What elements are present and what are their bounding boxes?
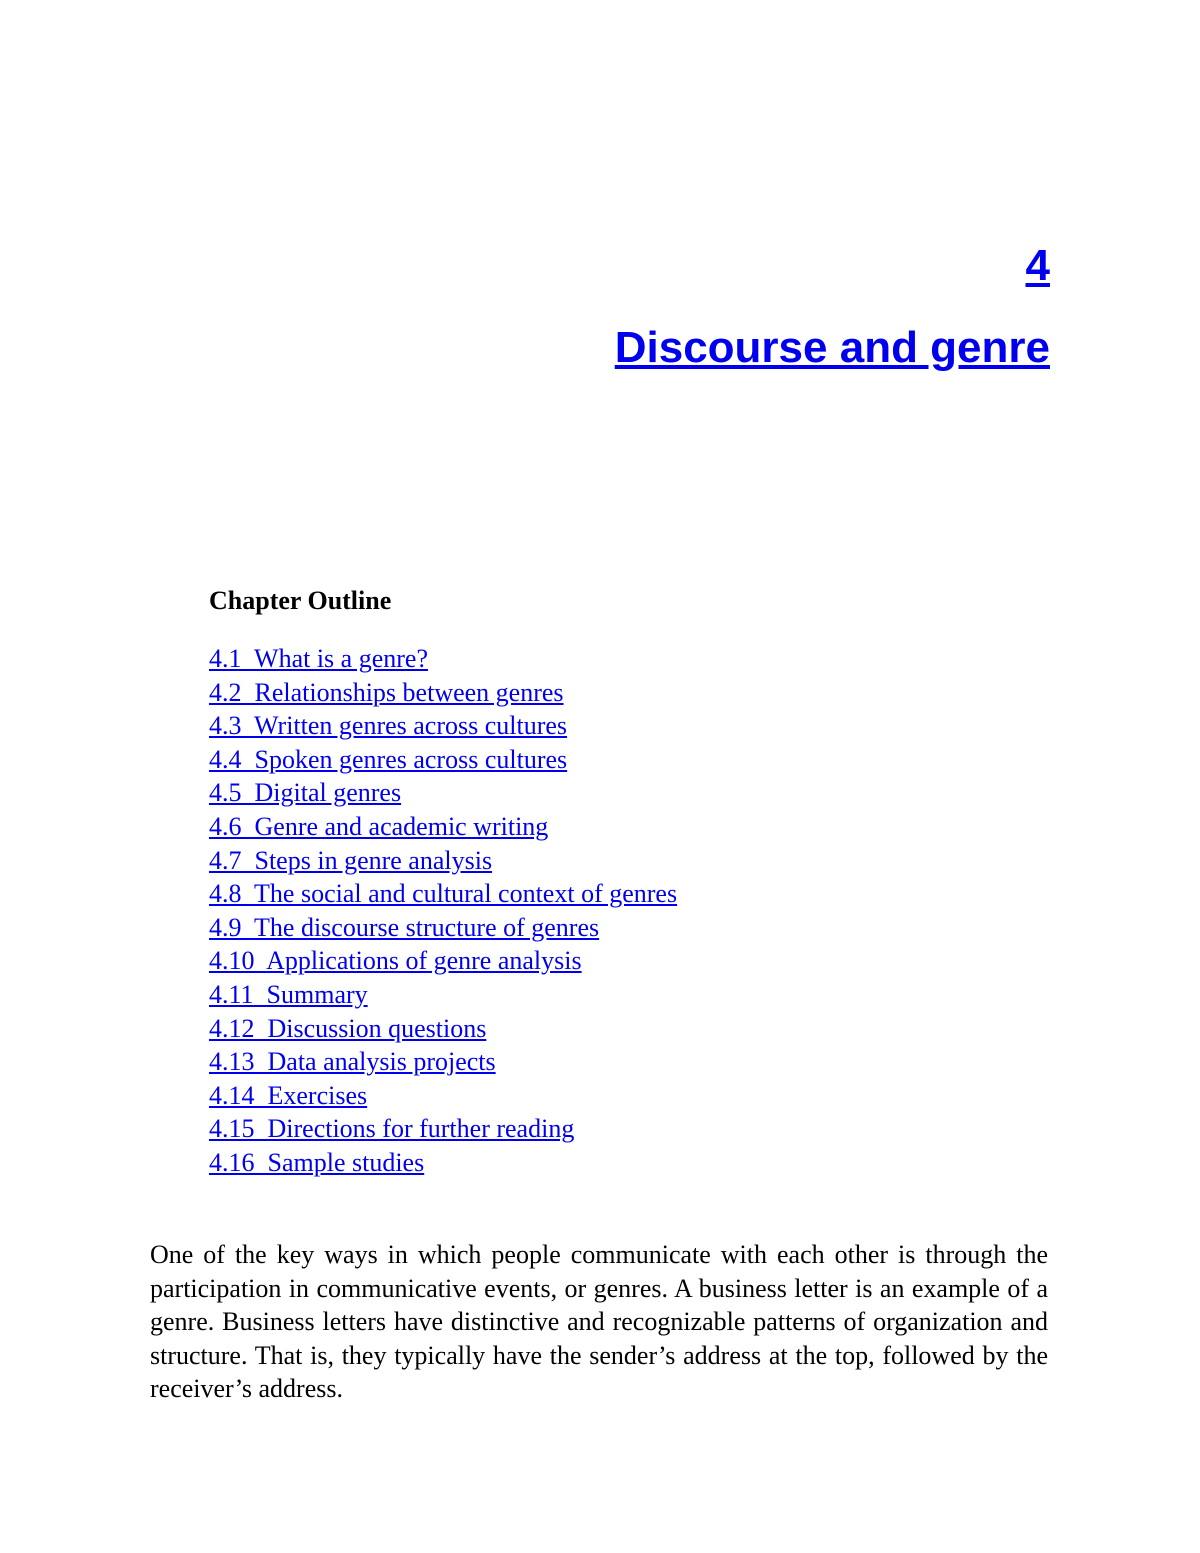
outline-item-number: 4.8 xyxy=(209,879,242,909)
outline-item-link[interactable] xyxy=(209,745,567,774)
outline-item-number: 4.14 xyxy=(209,1080,255,1110)
outline-item-separator xyxy=(255,1148,268,1177)
outline-item xyxy=(209,1045,1009,1079)
outline-item-link[interactable] xyxy=(209,946,582,975)
outline-item-link[interactable] xyxy=(209,879,677,908)
outline-item-label: The social and cultural context of genres xyxy=(254,879,678,909)
outline-item-separator xyxy=(242,846,255,875)
outline-item-link[interactable] xyxy=(209,980,368,1009)
chapter-title-link[interactable]: Discourse and genre xyxy=(614,323,1050,372)
outline-item xyxy=(209,1079,1009,1113)
outline-item-number: 4.3 xyxy=(209,711,242,741)
outline-item-number: 4.11 xyxy=(209,979,254,1009)
outline-item xyxy=(209,1012,1009,1046)
outline-item-number: 4.5 xyxy=(209,778,242,808)
outline-list xyxy=(209,642,1009,1180)
outline-item-separator xyxy=(255,1081,268,1110)
outline-item-link[interactable] xyxy=(209,1014,486,1043)
outline-item-separator xyxy=(255,1047,268,1076)
chapter-header xyxy=(615,240,1050,374)
outline-item-separator xyxy=(242,778,255,807)
outline-item xyxy=(209,642,1009,676)
outline-item xyxy=(209,844,1009,878)
chapter-outline xyxy=(209,584,1009,1180)
outline-item-separator xyxy=(242,913,255,942)
outline-item-separator xyxy=(255,946,267,975)
outline-heading: Chapter Outline xyxy=(209,586,392,615)
outline-item-separator xyxy=(242,745,255,774)
outline-item xyxy=(209,944,1009,978)
outline-item-label: Digital genres xyxy=(254,778,402,808)
outline-item-separator xyxy=(242,644,255,673)
outline-item xyxy=(209,978,1009,1012)
outline-item-link[interactable] xyxy=(209,1148,424,1177)
outline-item-number: 4.7 xyxy=(209,845,242,875)
outline-item xyxy=(209,709,1009,743)
outline-item xyxy=(209,676,1009,710)
outline-item-separator xyxy=(255,1014,268,1043)
outline-item-number: 4.9 xyxy=(209,912,242,942)
outline-item-separator xyxy=(242,711,255,740)
outline-item-link[interactable] xyxy=(209,1081,367,1110)
outline-item-number: 4.10 xyxy=(209,946,255,976)
outline-item-label: The discourse structure of genres xyxy=(254,912,600,942)
outline-item-number: 4.13 xyxy=(209,1047,255,1077)
outline-item-label: Genre and academic writing xyxy=(254,811,549,841)
outline-item-separator xyxy=(242,879,255,908)
outline-item-label: Summary xyxy=(266,979,368,1009)
outline-item-link[interactable] xyxy=(209,913,599,942)
outline-item-link[interactable] xyxy=(209,1114,574,1143)
outline-item-number: 4.12 xyxy=(209,1013,255,1043)
outline-item-label: Written genres across cultures xyxy=(254,711,568,741)
outline-item-link[interactable] xyxy=(209,778,401,807)
outline-item xyxy=(209,743,1009,777)
outline-item-number: 4.2 xyxy=(209,677,242,707)
outline-item-label: Discussion questions xyxy=(267,1013,487,1043)
outline-item-number: 4.4 xyxy=(209,744,242,774)
outline-item-label: Sample studies xyxy=(267,1147,425,1177)
outline-item xyxy=(209,1112,1009,1146)
outline-item-link[interactable] xyxy=(209,846,492,875)
chapter-number-link[interactable]: 4 xyxy=(1025,241,1050,290)
outline-item-label: Steps in genre analysis xyxy=(254,845,493,875)
body-paragraph: One of the key ways in which people communicate with each other is through the participation in communicative events, or genres. A business letter is an example of a genre. Business letters have distinctive and recognizable patterns of organization and structure. That is, they typically have the sender’s address at the top, followed by the receiver’s address. xyxy=(150,1240,1048,1404)
outline-item-number: 4.6 xyxy=(209,811,242,841)
outline-item-label: Directions for further reading xyxy=(267,1114,575,1144)
outline-item-separator xyxy=(242,812,255,841)
outline-item-label: Spoken genres across cultures xyxy=(254,744,568,774)
outline-item-link[interactable] xyxy=(209,711,567,740)
outline-item-number: 4.16 xyxy=(209,1147,255,1177)
outline-item-link[interactable] xyxy=(209,812,548,841)
outline-item-separator xyxy=(255,1114,268,1143)
outline-item-label: What is a genre? xyxy=(254,644,428,673)
outline-item-label: Relationships between genres xyxy=(254,677,564,707)
outline-item-label: Applications of genre analysis xyxy=(266,946,582,976)
outline-item-separator xyxy=(254,980,267,1009)
outline-item-link[interactable] xyxy=(209,1047,496,1076)
outline-item xyxy=(209,911,1009,945)
outline-item-link[interactable] xyxy=(209,644,428,673)
outline-item-separator xyxy=(242,678,255,707)
outline-item xyxy=(209,776,1009,810)
outline-item-link[interactable] xyxy=(209,678,564,707)
outline-item-number: 4.1 xyxy=(209,644,242,673)
outline-item xyxy=(209,810,1009,844)
outline-item-number: 4.15 xyxy=(209,1114,255,1144)
outline-item-label: Data analysis projects xyxy=(267,1047,496,1077)
outline-item-label: Exercises xyxy=(267,1080,368,1110)
outline-item xyxy=(209,1146,1009,1180)
outline-item xyxy=(209,877,1009,911)
